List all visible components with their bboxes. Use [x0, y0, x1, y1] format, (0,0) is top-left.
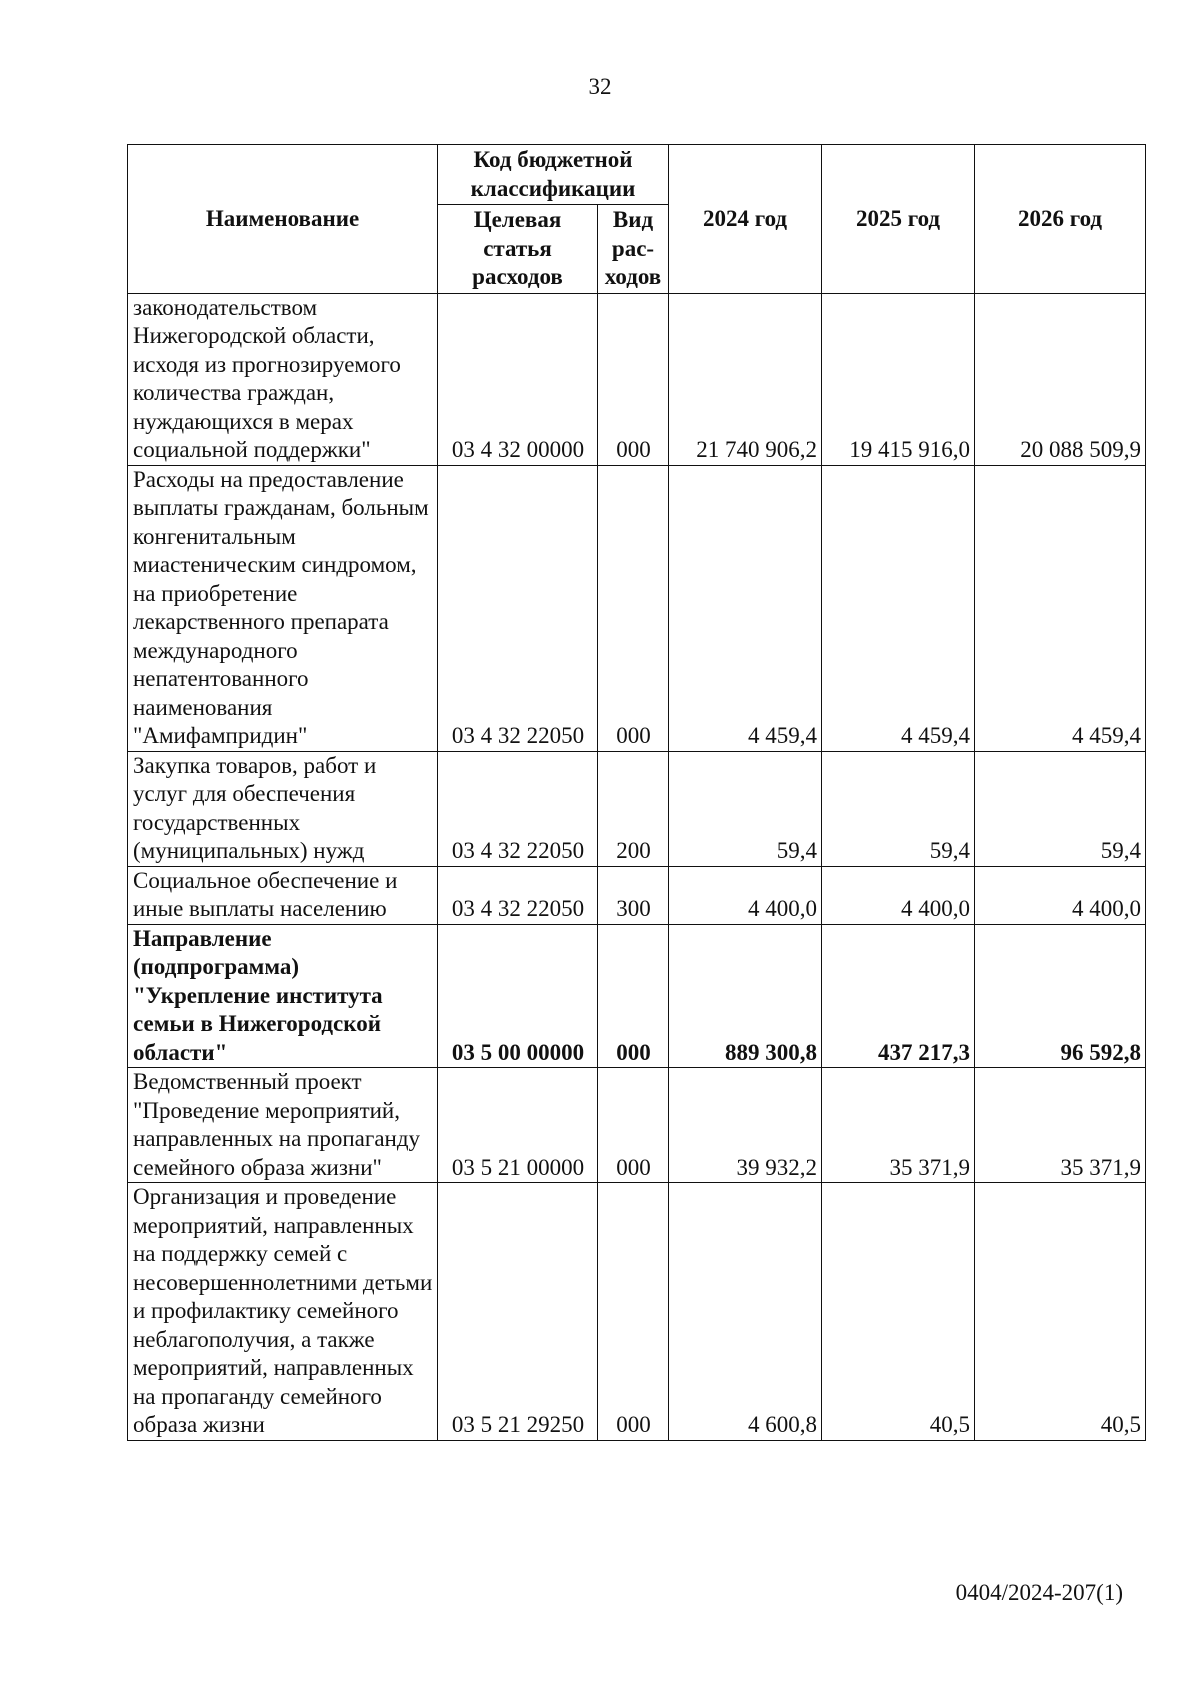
row-target-article: 03 5 21 00000 [438, 1068, 598, 1183]
row-value-2026: 4 400,0 [975, 866, 1146, 924]
row-expense-type: 000 [598, 293, 669, 465]
row-expense-type: 000 [598, 1183, 669, 1441]
row-name: законодательством Нижегородской области, исходя из прогнозируемого количества граждан, нуждающихся в мерах социальной поддержки" [128, 293, 438, 465]
row-expense-type: 200 [598, 751, 669, 866]
row-value-2024: 4 459,4 [669, 465, 822, 751]
header-budget-code: Код бюджетной классификации [438, 145, 669, 205]
table-row [128, 1068, 1146, 1183]
row-target-article: 03 5 21 29250 [438, 1183, 598, 1441]
header-2026: 2026 год [975, 145, 1146, 294]
row-name: Организация и проведение мероприятий, направленных на поддержку семей с несовершеннолетними детьми и профилактику семейного неблагополучия, а также мероприятий, направленных на пропаганду семейного образа жизни [128, 1183, 438, 1441]
table-row [128, 866, 1146, 924]
row-value-2026: 40,5 [975, 1183, 1146, 1441]
header-2025: 2025 год [822, 145, 975, 294]
header-name: Наименование [128, 145, 438, 294]
document-number: 0404/2024-207(1) [955, 1580, 1123, 1605]
table-row [128, 465, 1146, 751]
row-name: Ведомственный проект "Проведение мероприятий, направленных на пропаганду семейного образа жизни" [128, 1068, 438, 1183]
row-expense-type: 000 [598, 465, 669, 751]
row-expense-type: 000 [598, 1068, 669, 1183]
row-value-2025: 59,4 [822, 751, 975, 866]
row-value-2025: 4 459,4 [822, 465, 975, 751]
row-value-2025: 437 217,3 [822, 924, 975, 1068]
table-row [128, 1183, 1146, 1441]
row-value-2026: 59,4 [975, 751, 1146, 866]
row-expense-type: 000 [598, 924, 669, 1068]
row-value-2024: 4 600,8 [669, 1183, 822, 1441]
row-target-article: 03 5 00 00000 [438, 924, 598, 1068]
row-value-2025: 19 415 916,0 [822, 293, 975, 465]
table-row-subprogram [128, 924, 1146, 1068]
budget-table [127, 144, 1146, 1441]
header-2024: 2024 год [669, 145, 822, 294]
row-value-2026: 35 371,9 [975, 1068, 1146, 1183]
row-value-2024: 39 932,2 [669, 1068, 822, 1183]
table-row [128, 751, 1146, 866]
row-name: Расходы на предоставление выплаты гражданам, больным конгенитальным миастеническим синдромом, на приобретение лекарственного препарата международного непатентованного наименования "Амифампридин" [128, 465, 438, 751]
row-name: Социальное обеспечение и иные выплаты населению [128, 866, 438, 924]
row-target-article: 03 4 32 22050 [438, 465, 598, 751]
row-value-2024: 4 400,0 [669, 866, 822, 924]
header-expense-type: Вид рас-ходов [598, 205, 669, 294]
row-value-2024: 21 740 906,2 [669, 293, 822, 465]
row-name: Направление (подпрограмма) "Укрепление института семьи в Нижегородской области" [128, 924, 438, 1068]
table-row [128, 293, 1146, 465]
row-value-2025: 35 371,9 [822, 1068, 975, 1183]
row-target-article: 03 4 32 00000 [438, 293, 598, 465]
row-value-2024: 889 300,8 [669, 924, 822, 1068]
row-target-article: 03 4 32 22050 [438, 866, 598, 924]
row-value-2025: 40,5 [822, 1183, 975, 1441]
row-expense-type: 300 [598, 866, 669, 924]
page-number: 32 [588, 74, 612, 99]
header-target-article: Целевая статья расходов [438, 205, 598, 294]
row-value-2026: 4 459,4 [975, 465, 1146, 751]
row-value-2026: 20 088 509,9 [975, 293, 1146, 465]
row-value-2025: 4 400,0 [822, 866, 975, 924]
row-target-article: 03 4 32 22050 [438, 751, 598, 866]
row-value-2024: 59,4 [669, 751, 822, 866]
row-name: Закупка товаров, работ и услуг для обеспечения государственных (муниципальных) нужд [128, 751, 438, 866]
row-value-2026: 96 592,8 [975, 924, 1146, 1068]
